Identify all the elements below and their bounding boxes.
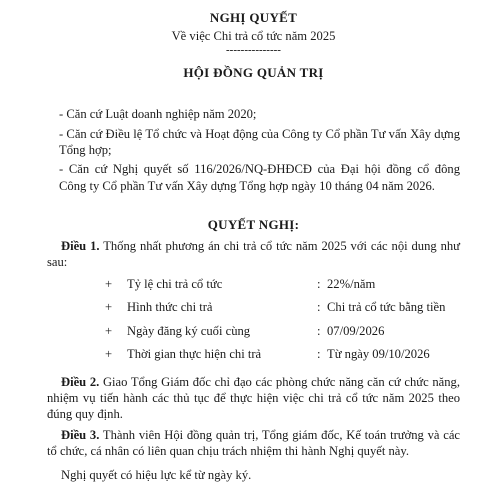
header-divider: ---------------	[226, 44, 281, 57]
detail-label: Tỷ lệ chi trả cổ tức	[127, 276, 223, 291]
detail-label: Thời gian thực hiện chi trả	[127, 347, 262, 362]
legal-basis-item: - Căn cứ Luật doanh nghiệp năm 2020;	[59, 107, 257, 122]
legal-basis-item: - Căn cứ Nghị quyết số 116/2026/NQ-ĐHĐCĐ của Đại hội đồng cổ đông Công ty Cổ phần Tư vấn Xây dựng Tổng hợp ngày 10 tháng 04 năm 2026.	[59, 162, 460, 193]
detail-value: Chi trả cổ tức bằng tiền	[327, 300, 446, 315]
detail-value: Từ ngày 09/10/2026	[327, 347, 430, 362]
bullet: +	[105, 300, 113, 315]
bullet: +	[105, 323, 113, 338]
detail-label: Ngày đăng ký cuối cùng	[127, 323, 251, 338]
article-1-text: Thống nhất phương án chi trả cổ tức năm 2025 với các nội dung như sau:	[47, 238, 461, 270]
article-1-label: Điều 1.	[61, 238, 100, 253]
article-1	[47, 238, 460, 271]
document-header	[47, 10, 460, 82]
dividend-details	[47, 276, 460, 370]
article-3-text: Thành viên Hội đồng quản trị, Tổng giám đốc, Kế toán trưởng và các tổ chức, cá nhân có liên quan chịu trách nhiệm thi hành Nghị quyết này.	[47, 427, 461, 459]
article-3	[47, 427, 460, 460]
bullet: +	[105, 276, 113, 291]
detail-row-record-date	[47, 323, 460, 347]
decision-heading: QUYẾT NGHỊ:	[207, 217, 300, 233]
issuing-body: HỘI ĐỒNG QUẢN TRỊ	[183, 65, 324, 81]
article-3-label: Điều 3.	[61, 427, 100, 442]
detail-label: Hình thức chi trả	[127, 300, 213, 315]
detail-row-method	[47, 299, 460, 323]
bullet: +	[105, 347, 113, 362]
legal-basis-item: - Căn cứ Điều lệ Tổ chức và Hoạt động của Công ty Cổ phần Tư vấn Xây dựng Tổng hợp;	[59, 126, 460, 157]
detail-row-rate	[47, 276, 460, 300]
detail-row-payment-time	[47, 346, 460, 370]
effective-clause: Nghị quyết có hiệu lực kể từ ngày ký.	[61, 468, 252, 483]
detail-colon: :	[317, 323, 321, 338]
document-title: NGHỊ QUYẾT	[209, 10, 298, 25]
detail-colon: :	[317, 347, 321, 362]
detail-colon: :	[317, 300, 321, 315]
detail-value: 22%/năm	[327, 276, 376, 291]
detail-colon: :	[317, 276, 321, 291]
detail-value: 07/09/2026	[327, 323, 385, 338]
legal-bases	[47, 106, 460, 194]
article-2	[47, 374, 460, 423]
document-subtitle: Về việc Chi trả cổ tức năm 2025	[171, 28, 336, 43]
article-2-text: Giao Tổng Giám đốc chỉ đạo các phòng chức năng căn cứ chức năng, nhiệm vụ tiến hành các thủ tục để thực hiện việc chi trả cổ tức năm 2025 theo đúng quy định.	[47, 374, 460, 422]
article-2-label: Điều 2.	[61, 374, 100, 389]
